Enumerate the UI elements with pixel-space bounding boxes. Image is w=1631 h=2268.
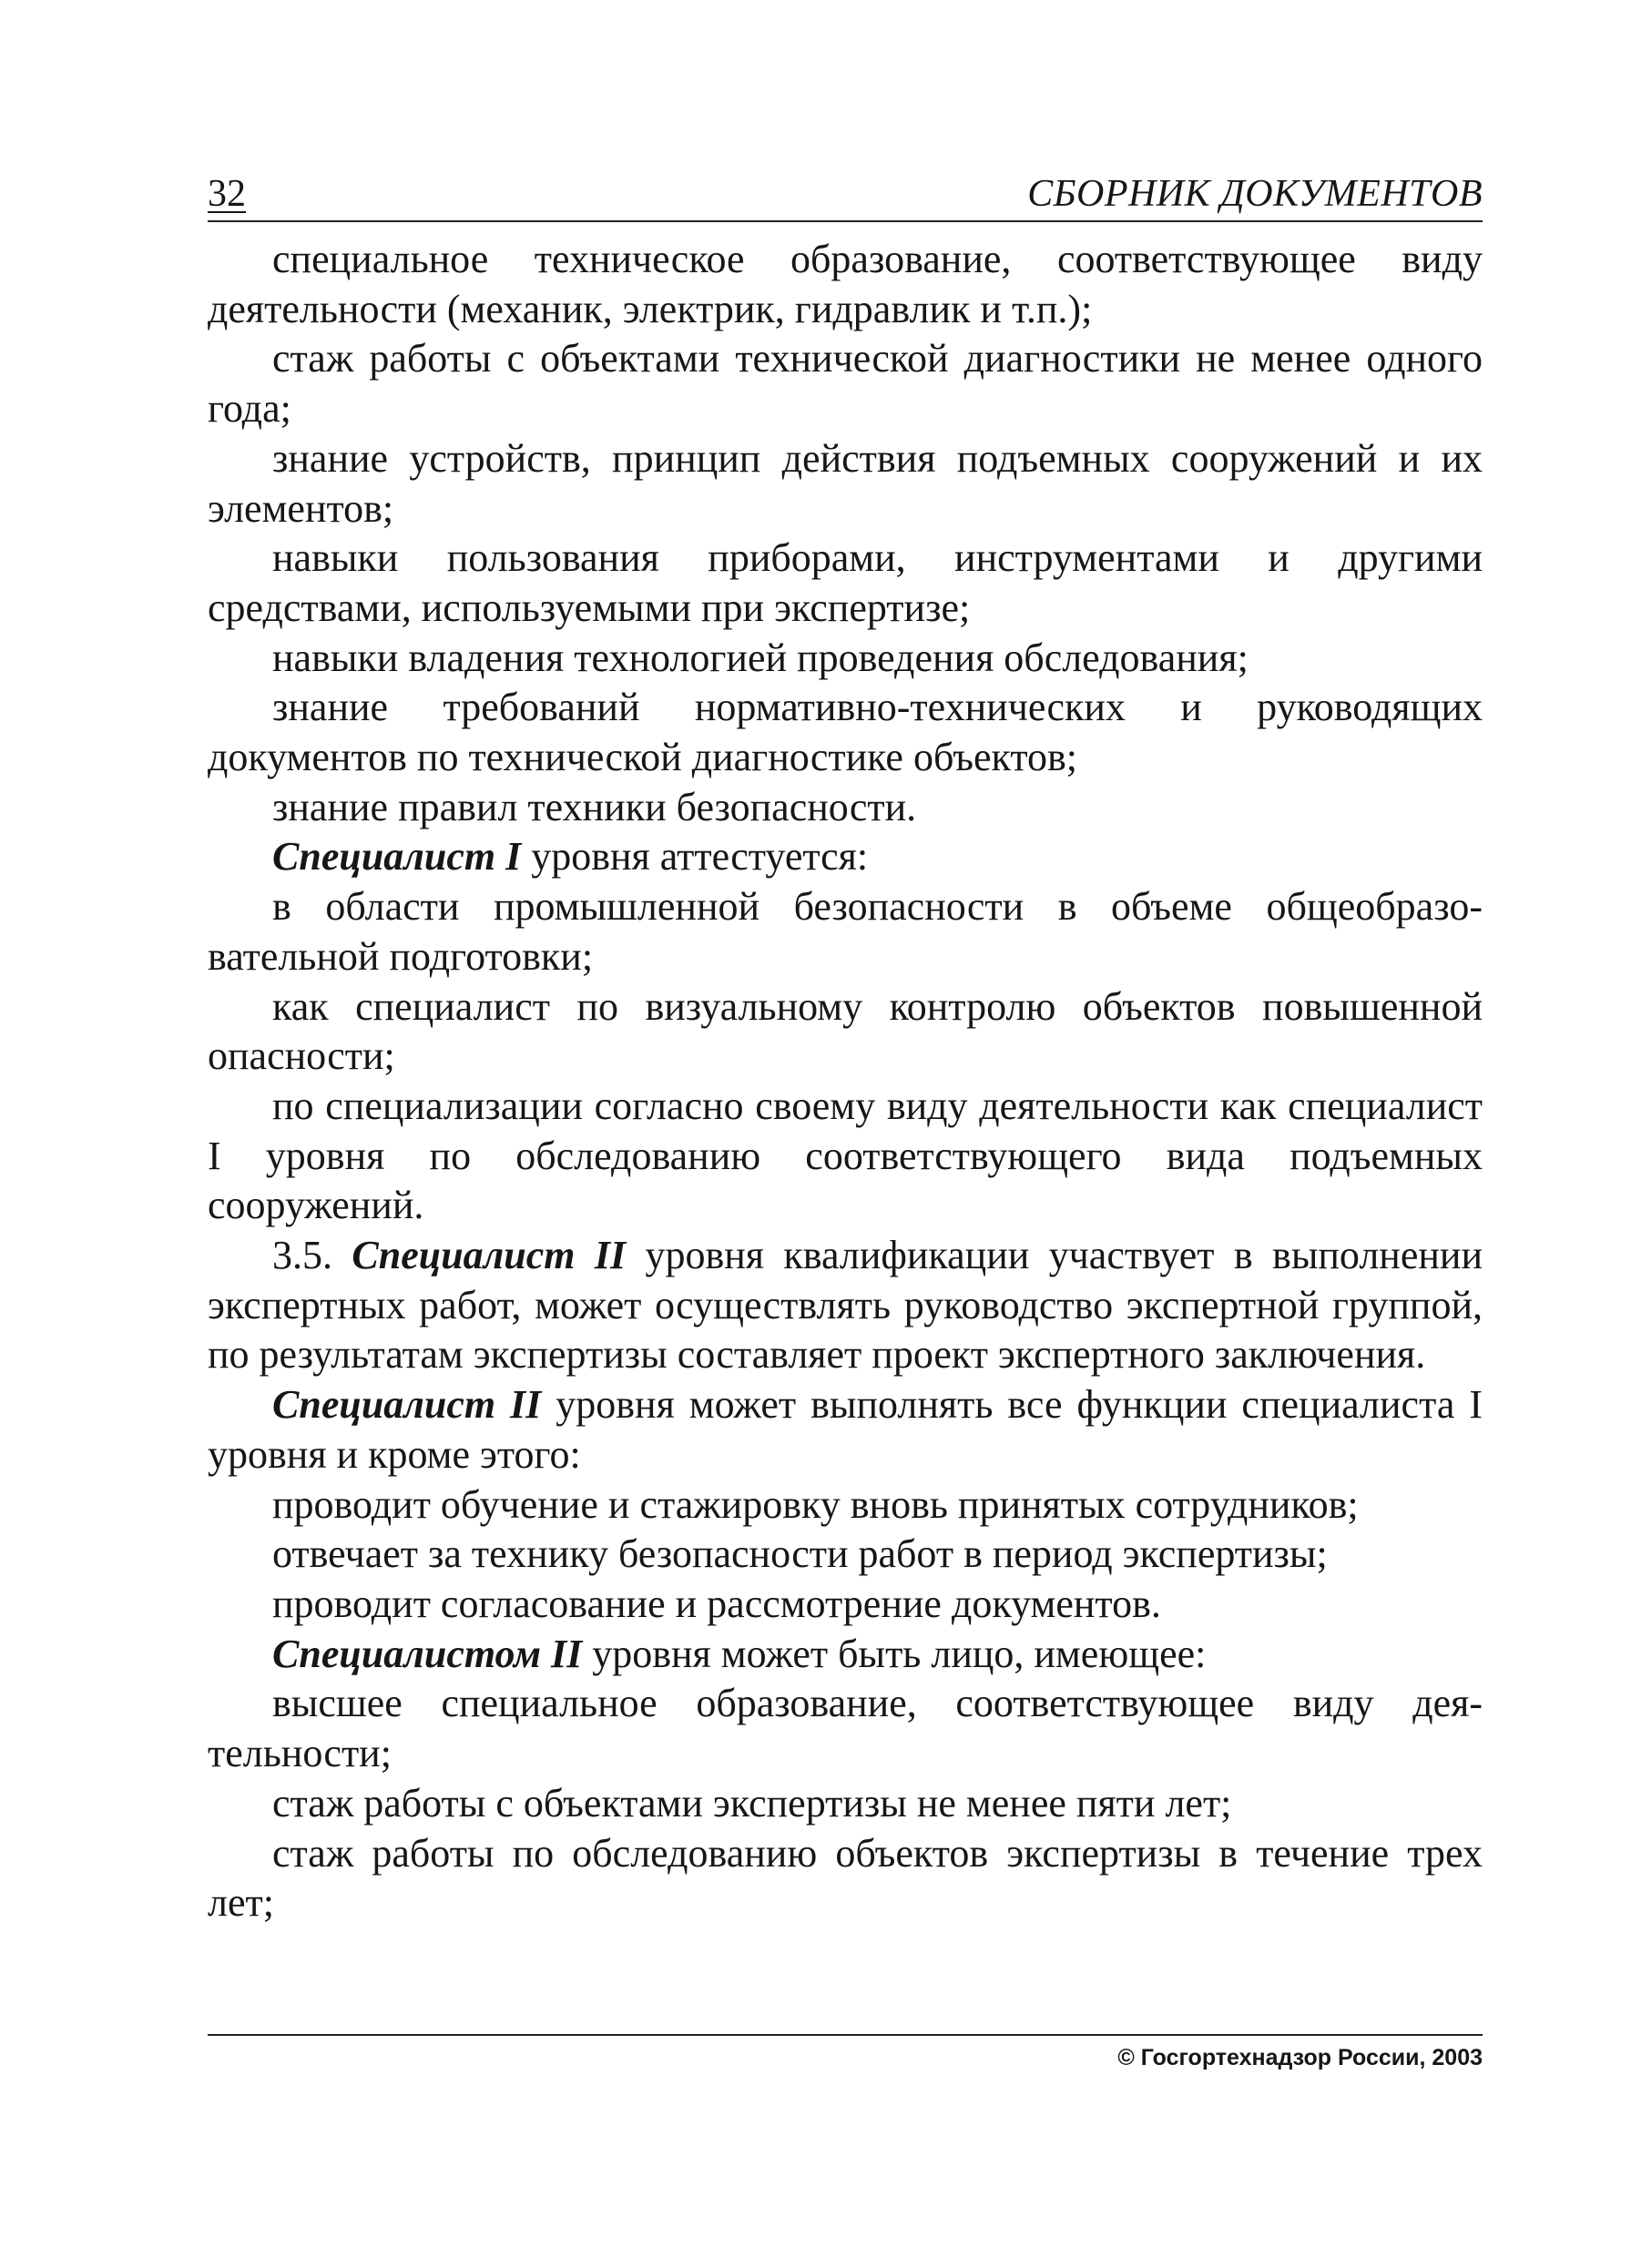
paragraph xyxy=(208,832,1483,882)
paragraph-text: уровня может быть лицо, имеющее: xyxy=(582,1631,1207,1676)
paragraph xyxy=(208,1082,1483,1231)
emphasized-term: Специалист II xyxy=(352,1233,627,1278)
paragraph-text: стаж работы с объектами экспертизы не менее пяти лет; xyxy=(272,1780,1232,1826)
paragraph xyxy=(208,235,1483,334)
emphasized-term: Специалист II xyxy=(272,1382,542,1428)
paragraph-number: 3.5. xyxy=(272,1233,352,1278)
paragraph-text: стаж работы по обследованию объектов экспертизы в течение трех лет; xyxy=(208,1830,1483,1926)
page-number: 32 xyxy=(208,173,246,215)
paragraph-text: проводит обучение и стажировку вновь принятых сотрудников; xyxy=(272,1481,1359,1527)
paragraph xyxy=(208,1480,1483,1531)
paragraph xyxy=(208,1231,1483,1380)
paragraph xyxy=(208,982,1483,1082)
paragraph-text: уровня квалификации участвует в выполнении экспертных работ, может осуществлять руководство экспертной группой, по результатам экспертизы составляет проект экспертного заключения. xyxy=(208,1233,1483,1378)
paragraph xyxy=(208,634,1483,684)
paragraph-text: по специализации согласно своему виду деятельности как специалист I уровня по обследованию соответствующего вида подъемных сооружений. xyxy=(208,1083,1483,1228)
paragraph xyxy=(208,783,1483,833)
paragraph xyxy=(208,1829,1483,1928)
paragraph xyxy=(208,1679,1483,1778)
paragraph xyxy=(208,1580,1483,1630)
paragraph-text: специальное техническое образование, соответствующее виду деятельности (механик, электрик, гидравлик и т.п.); xyxy=(208,237,1483,331)
paragraph-text: навыки пользования приборами, инструментами и другими средствами, используемыми при экспертизе; xyxy=(208,535,1483,630)
paragraph-text: навыки владения технологией проведения обследования; xyxy=(272,635,1249,680)
paragraph xyxy=(208,334,1483,433)
paragraph xyxy=(208,434,1483,534)
body-text xyxy=(208,235,1483,1928)
paragraph xyxy=(208,1630,1483,1680)
paragraph xyxy=(208,1530,1483,1580)
paragraph xyxy=(208,534,1483,633)
paragraph xyxy=(208,683,1483,782)
paragraph-text: уровня аттестуется: xyxy=(521,834,869,880)
paragraph-text: проводит согласование и рассмотрение документов. xyxy=(272,1581,1161,1626)
paragraph xyxy=(208,882,1483,981)
emphasized-term: Специалистом II xyxy=(272,1631,583,1676)
footer-copyright: © Госгортехнадзор России, 2003 xyxy=(1117,2045,1483,2070)
running-title: СБОРНИК ДОКУМЕНТОВ xyxy=(1027,173,1483,215)
paragraph-text: знание устройств, принцип действия подъемных сооружений и их элементов; xyxy=(208,435,1483,531)
paragraph-text: в области промышленной безопасности в объеме общеобразовательной подготовки; xyxy=(208,884,1483,979)
paragraph-text: уровня может выполнять все функции специалиста I уровня и кроме этого: xyxy=(208,1382,1483,1477)
emphasized-term: Специалист I xyxy=(272,834,522,880)
paragraph-text: стаж работы с объектами технической диагностики не менее одного года; xyxy=(208,336,1483,432)
paragraph-text: знание правил техники безопасности. xyxy=(272,784,917,829)
paragraph-text: высшее специальное образование, соответствующее виду деятельности; xyxy=(208,1681,1483,1776)
paragraph-text: знание требований нормативно-технических и руководящих документов по технической диагностике объектов; xyxy=(208,685,1483,780)
paragraph-text: как специалист по визуальному контролю объектов повышенной опасности; xyxy=(208,983,1483,1079)
paragraph-text: отвечает за технику безопасности работ в период экспертизы; xyxy=(272,1531,1328,1577)
paragraph xyxy=(208,1380,1483,1480)
paragraph xyxy=(208,1779,1483,1829)
page-header xyxy=(208,169,1483,222)
footer-rule xyxy=(208,2034,1483,2036)
